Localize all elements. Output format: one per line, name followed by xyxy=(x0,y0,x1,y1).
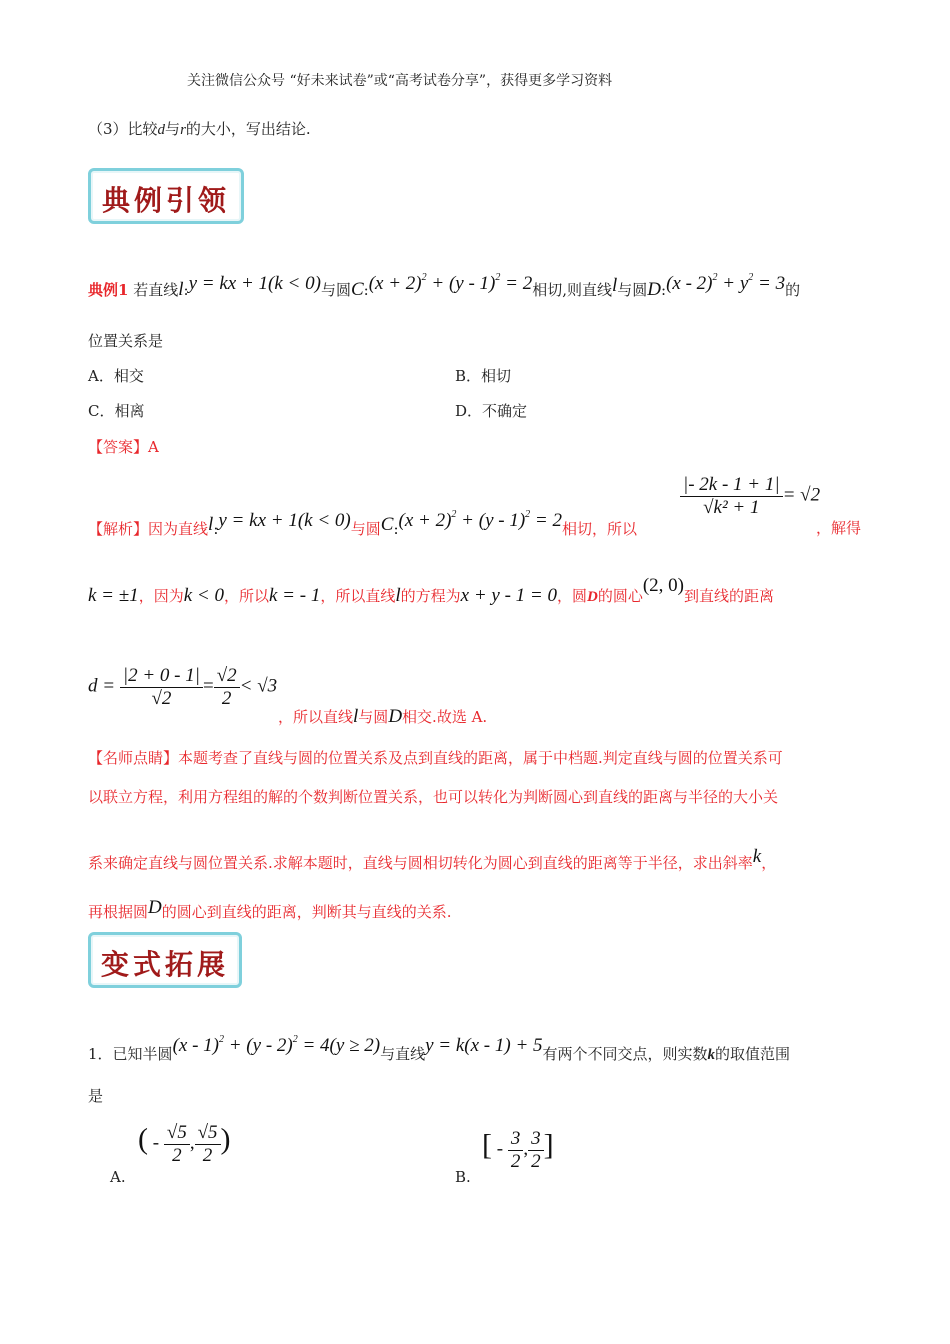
k-less-than-0: k < 0 xyxy=(183,585,224,606)
analysis-text-5: ，因为 xyxy=(138,587,184,605)
analysis-line-2 xyxy=(88,575,775,607)
example-label: 典例1 xyxy=(88,281,129,299)
ex1-text-1: 若直线 xyxy=(133,281,179,299)
q1-line-equation: y = k(x - 1) + 5 xyxy=(425,1035,543,1056)
analysis-text-14: 相交.故选 A. xyxy=(402,708,488,726)
q1-option-a-label: A. xyxy=(110,1168,126,1186)
q3-text-post: 的大小，写出结论. xyxy=(185,120,311,138)
ex1-colon-3: : xyxy=(661,281,667,299)
answer xyxy=(88,436,159,457)
q1-a-frac-2 xyxy=(195,1122,221,1167)
d-denominator: √2 xyxy=(151,688,172,709)
analysis-C: C xyxy=(380,514,394,535)
ex1-D: D xyxy=(647,279,662,300)
analysis-colon: : xyxy=(213,520,219,538)
ex1-text-2: 与圆 xyxy=(320,281,351,299)
analysis-text-13: 与圆 xyxy=(358,708,389,726)
ex1-text-6: 位置关系是 xyxy=(88,332,164,350)
ex1-colon-2: : xyxy=(363,281,369,299)
q1-number: 1． xyxy=(88,1045,113,1063)
tip-line-4 xyxy=(88,897,452,923)
q3-text-mid: 与 xyxy=(165,120,181,138)
tip-text-4a: 再根据圆 xyxy=(88,903,149,921)
analysis-text-9: ，圆 xyxy=(556,587,587,605)
ex1-l-2: l xyxy=(611,275,618,296)
analysis-text-2: 与圆 xyxy=(350,520,381,538)
analysis-line-equation: y = kx + 1(k < 0) xyxy=(218,510,351,531)
tip-text-1: 本题考查了直线与圆的位置关系及点到直线的距离，属于中档题.判定直线与圆的位置关系可 xyxy=(178,749,783,767)
d-lhs: d = xyxy=(88,675,116,697)
analysis-D-2: D xyxy=(388,706,403,727)
q3-d: d xyxy=(157,122,166,138)
q1-a-frac-1 xyxy=(164,1122,190,1167)
tip-line-3 xyxy=(88,846,777,874)
tip-comma: ， xyxy=(761,854,777,872)
ex1-colon: : xyxy=(183,281,189,299)
circle-center: (2, 0) xyxy=(642,575,685,596)
q1-option-b-label: B. xyxy=(455,1168,471,1186)
q1-text-4: 的取值范围 xyxy=(715,1045,791,1063)
analysis-l: l xyxy=(208,514,214,535)
ex1-C: C xyxy=(350,279,364,300)
q1-b-frac-2 xyxy=(528,1128,544,1173)
analysis-circle-c-equation: $(x + 2)^2 + (y - 1)^2 = 2$ xyxy=(398,509,562,531)
tip-text-4b: 的圆心到直线的距离，判断其与直线的关系. xyxy=(161,903,452,921)
option-b: B．相切 xyxy=(455,367,512,385)
ex1-text-4: 与圆 xyxy=(617,281,648,299)
badge-label-2: 变式拓展 xyxy=(100,948,229,981)
analysis-text-1: 因为直线 xyxy=(148,520,209,538)
analysis-l-3: l xyxy=(353,706,359,727)
analysis-colon-2: : xyxy=(393,520,399,538)
q1-semicircle-equation: (x - 1)$^2$ + (y - 2)$^2$ = 4(y ≥ 2) xyxy=(172,1034,381,1056)
tip-text-3: 系来确定直线与圆位置关系.求解本题时，直线与圆相切转化为圆心到直线的距离等于半径，求出斜率 xyxy=(88,854,753,872)
ex1-text-5: 的 xyxy=(785,281,801,299)
analysis-text-11: 到直线的距离 xyxy=(684,587,775,605)
q1-a-comma: , xyxy=(189,1132,195,1154)
answer-label: 【答案】 xyxy=(88,438,149,456)
analysis-text-6: ，所以 xyxy=(223,587,269,605)
option-a: A．相交 xyxy=(88,367,144,385)
q1-a-den-1: 2 xyxy=(172,1145,182,1166)
d-denominator-2: 2 xyxy=(221,688,232,709)
d-rhs: < √3 xyxy=(239,675,278,697)
question-1-stem xyxy=(88,1034,791,1065)
fraction-denominator: √k² + 1 xyxy=(703,497,760,518)
ex1-circle-d-equation: $(x - 2)^2 + y^2 = 3$ xyxy=(666,272,786,294)
option-c: C．相离 xyxy=(88,402,145,420)
tip-line-1 xyxy=(88,747,783,768)
tip-k: k xyxy=(752,846,762,867)
ex1-line-equation: y = kx + 1(k < 0) xyxy=(188,273,321,294)
q1-text-5: 是 xyxy=(88,1087,104,1105)
fraction-numerator: |- 2k - 1 + 1| xyxy=(680,474,783,497)
q3-text: （3）比较 xyxy=(88,120,158,138)
line-equation-2: x + y - 1 = 0 xyxy=(460,585,557,606)
option-d: D．不确定 xyxy=(455,402,528,420)
q1-b-frac-1 xyxy=(508,1128,524,1173)
analysis-text-3: 相切，所以 xyxy=(562,520,638,538)
tip-line-2: 以联立方程，利用方程组的解的个数判断位置关系，也可以转化为判断圆心到直线的距离与半径的大小关 xyxy=(88,788,779,806)
q1-option-a-interval: ( - $\frac{√5}{2}$ , $\frac{√5}{2}$ ) xyxy=(138,1122,231,1166)
question-3 xyxy=(88,118,311,139)
equals-sqrt2: = √2 xyxy=(782,484,821,506)
ex1-l: l xyxy=(178,279,184,300)
d-numerator: |2 + 0 - 1| xyxy=(120,665,203,688)
d-fraction-2 xyxy=(214,665,240,710)
q1-text-1: 已知半圆 xyxy=(112,1045,173,1063)
q1-a-den-2: 2 xyxy=(202,1145,213,1166)
q1-k: k xyxy=(707,1047,716,1063)
tip-label: 【名师点睛】 xyxy=(88,749,179,767)
analysis-fraction xyxy=(680,474,820,519)
analysis-label: 【解析】 xyxy=(88,520,149,538)
answer-value: A xyxy=(148,438,159,456)
badge-label: 典例引领 xyxy=(101,184,230,217)
distance-fraction xyxy=(680,474,783,519)
page-header: 关注微信公众号 “好未来试卷”或“高考试卷分享”，获得更多学习资料 xyxy=(187,73,613,89)
analysis-text-10: 的圆心 xyxy=(597,587,643,605)
q1-b-den-1: 2 xyxy=(510,1151,521,1172)
q3-r: r xyxy=(180,122,186,138)
q1-text-2: 与直线 xyxy=(380,1045,426,1063)
k-plus-minus-1: k = ±1 xyxy=(88,585,139,606)
q1-b-num-1: 3 xyxy=(508,1128,524,1151)
ex1-circle-c-equation: $(x + 2)^2 + (y - 1)^2 = 2$ xyxy=(368,272,533,294)
minus-sign-b: - xyxy=(496,1138,504,1160)
k-equals-minus-1: k = - 1 xyxy=(268,585,321,606)
analysis-text-4: ，解得 xyxy=(816,519,862,537)
analysis-D: D xyxy=(587,589,598,605)
d-numerator-2: √2 xyxy=(214,665,240,688)
q1-option-b-interval: [ - $\frac{3}{2}$ , $\frac{3}{2}$ ] xyxy=(482,1128,554,1172)
q1-b-comma: , xyxy=(523,1138,529,1160)
q1-a-num-1: √5 xyxy=(164,1122,190,1145)
tip-D: D xyxy=(148,897,162,918)
analysis-line-3-tail xyxy=(278,706,487,728)
q1-a-num-2: √5 xyxy=(195,1122,221,1145)
analysis-line-3: d = $\frac{|2 + 0 - 1|}{√2}$ = $\frac{√2}{2}$ < √3 xyxy=(88,665,278,709)
section-badge-example xyxy=(88,168,244,224)
section-badge-variation xyxy=(88,932,242,988)
example-1-stem xyxy=(88,272,800,301)
analysis-text-8: 的方程为 xyxy=(400,587,461,605)
q1-b-den-2: 2 xyxy=(531,1151,541,1172)
minus-sign: - xyxy=(152,1132,160,1154)
q1-text-3: 有两个不同交点，则实数 xyxy=(542,1045,708,1063)
analysis-text-12: ，所以直线 xyxy=(278,708,354,726)
analysis-text-7: ，所以直线 xyxy=(320,587,396,605)
analysis-line-1 xyxy=(88,473,638,538)
q1-b-num-2: 3 xyxy=(528,1128,544,1151)
analysis-l-2: l xyxy=(395,585,401,606)
d-fraction-1 xyxy=(120,665,203,710)
ex1-text-3: 相切,则直线 xyxy=(532,281,612,299)
